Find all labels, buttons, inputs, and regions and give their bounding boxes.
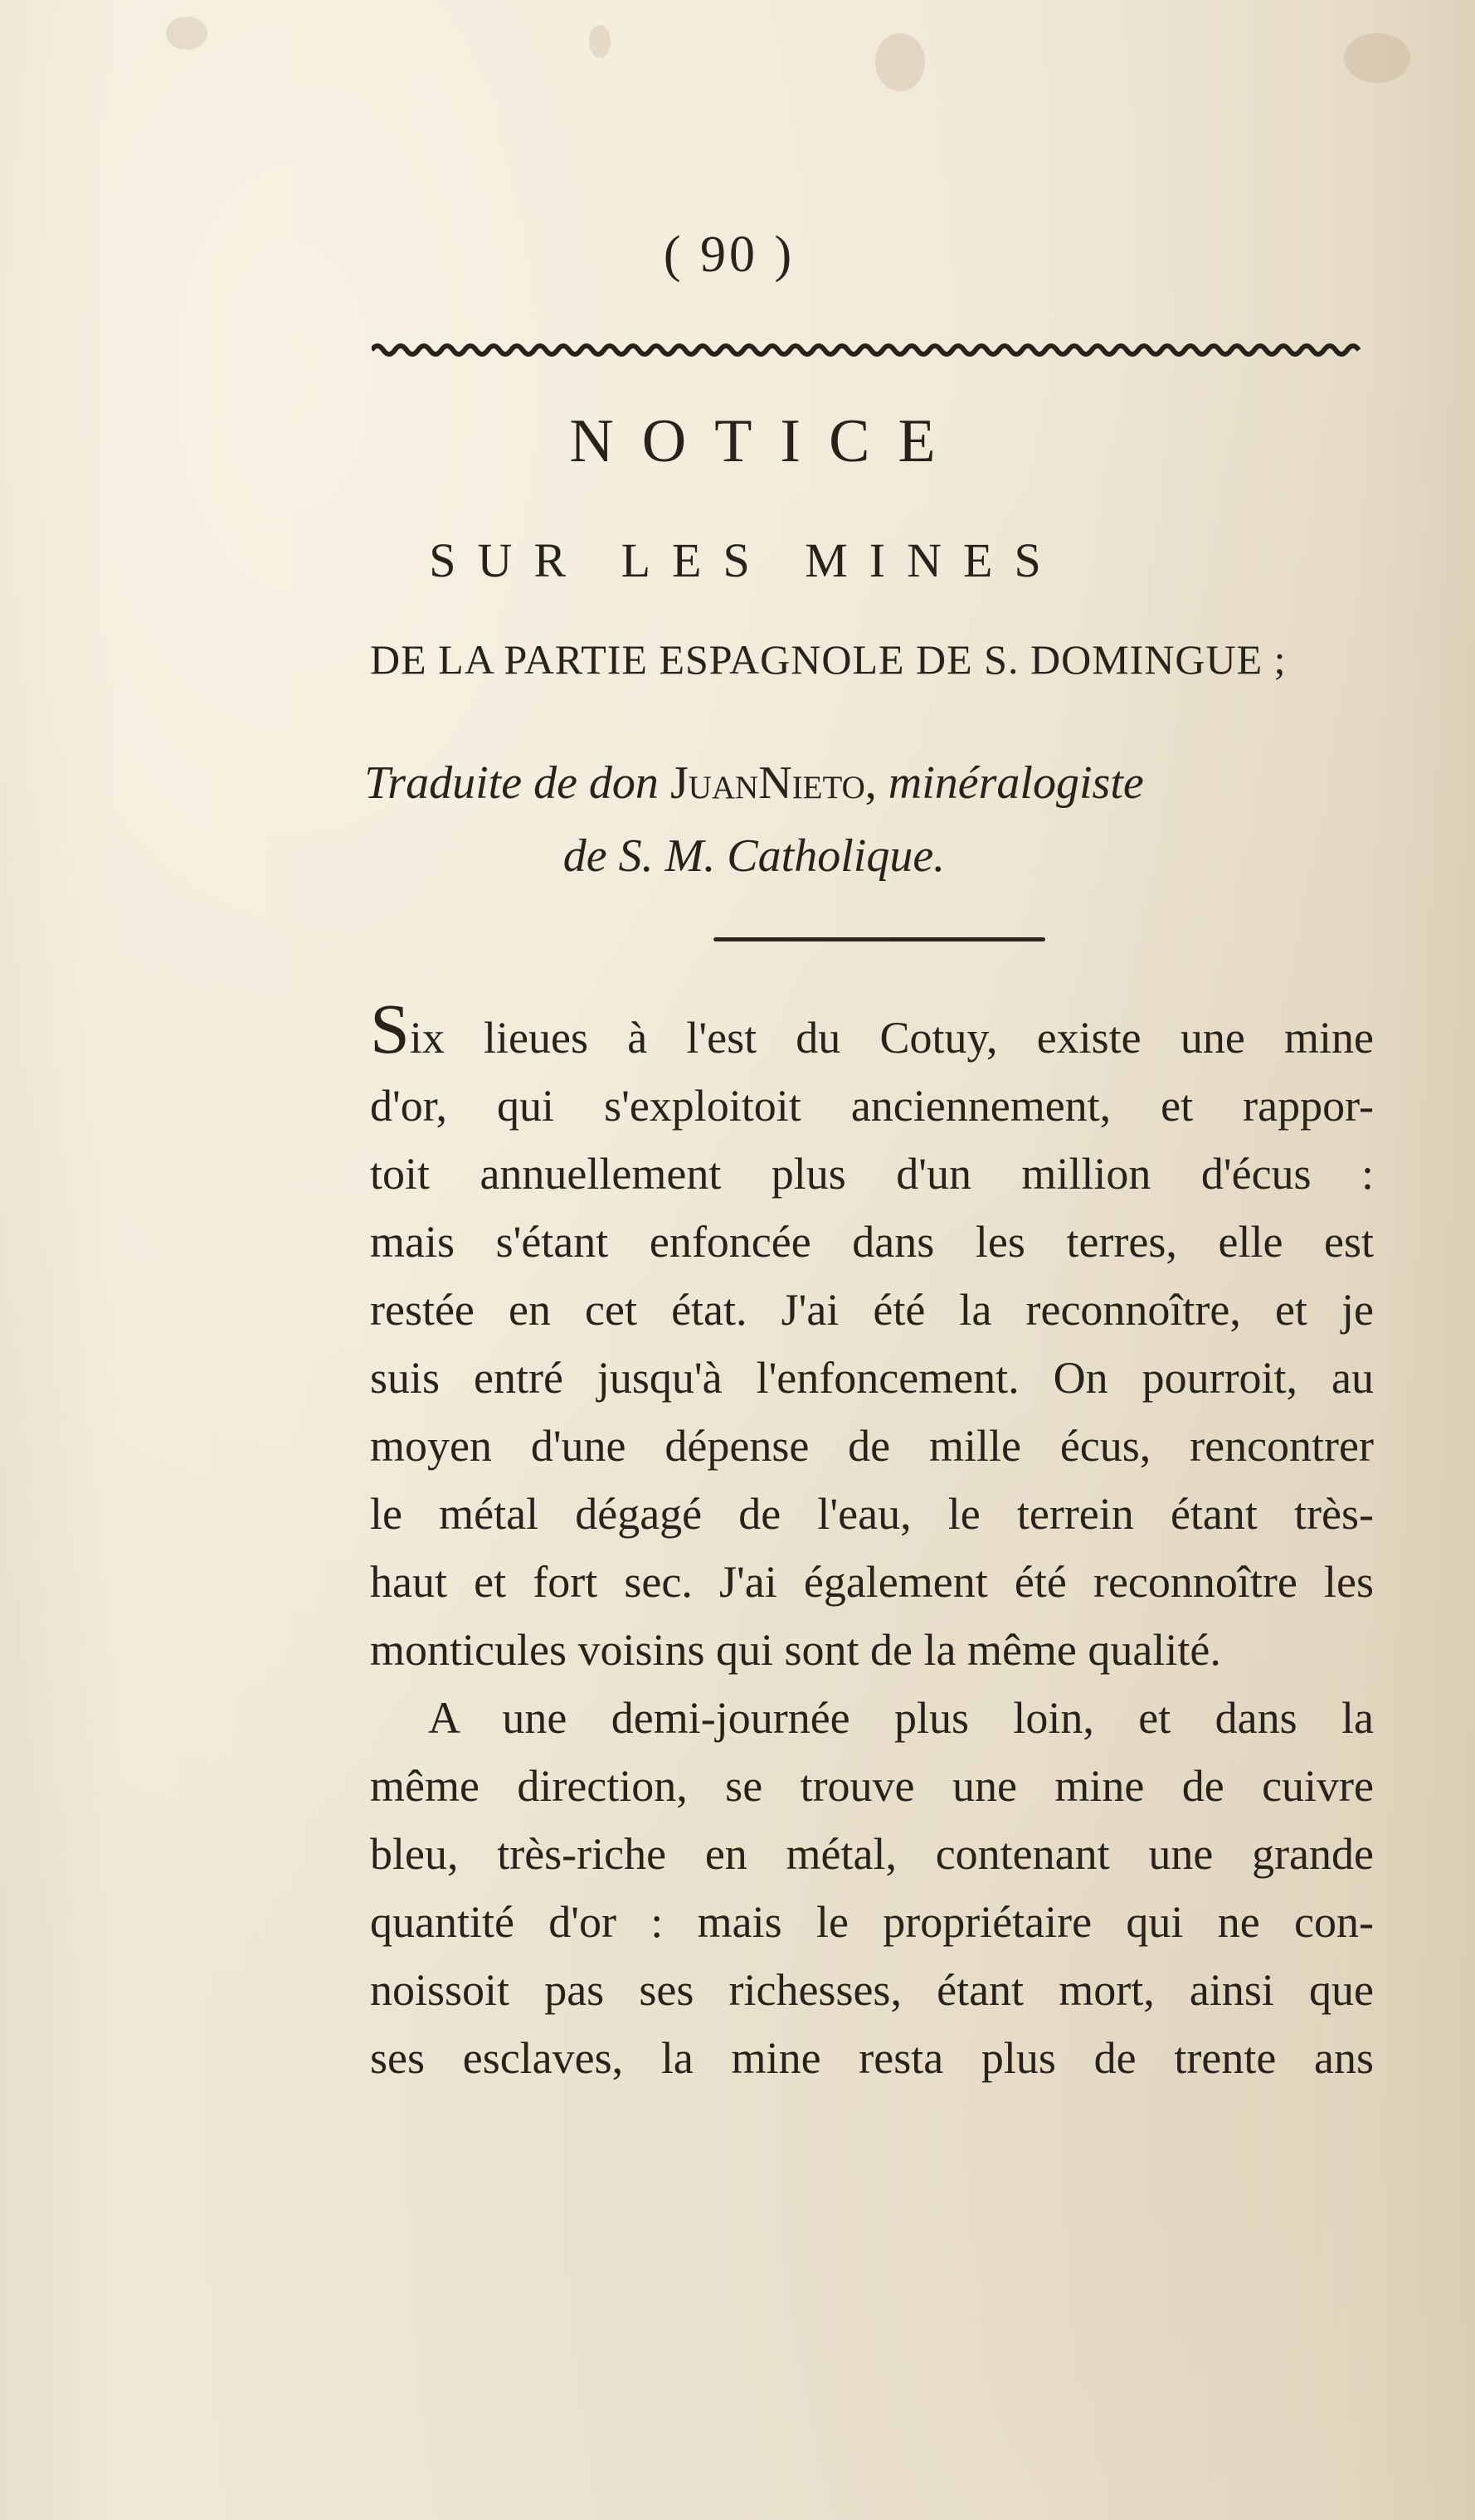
translation-prefix: Traduite de don xyxy=(364,757,670,809)
drop-cap: S xyxy=(370,989,410,1068)
text-line: haut et fort sec. J'ai également été reconnoître les xyxy=(370,1557,1374,1607)
text-line: même direction, se trouve une mine de cuivre xyxy=(370,1761,1374,1811)
page-title: NOTICE xyxy=(569,407,964,475)
text-line: toit annuellement plus d'un million d'écus : xyxy=(370,1149,1374,1199)
text-line: monticules voisins qui sont de la même qualité. xyxy=(370,1625,1221,1675)
paper-stain xyxy=(589,25,611,58)
page-number: ( 90 ) xyxy=(663,226,796,283)
text-line: suis entré jusqu'à l'enfoncement. On pourroit, au xyxy=(370,1353,1374,1403)
translation-credit-line-1 xyxy=(33,747,1475,820)
text-line: le métal dégagé de l'eau, le terrein étant très- xyxy=(370,1489,1374,1539)
text-line: A une demi-journée plus loin, et dans la xyxy=(428,1693,1374,1743)
text-line: ses esclaves, la mine resta plus de trente ans xyxy=(370,2033,1374,2083)
translator-name: JuanNieto, xyxy=(669,757,877,809)
text-line: d'or, qui s'exploitoit anciennement, et rappor- xyxy=(370,1081,1374,1131)
text-line: noissoit pas ses richesses, étant mort, ainsi que xyxy=(370,1965,1374,2015)
text-line: restée en cet état. J'ai été la reconnoître, et je xyxy=(370,1285,1374,1335)
page-subtitle: SUR LES MINES xyxy=(429,533,1063,587)
translation-credit-line-2: de S. M. Catholique. xyxy=(562,830,946,882)
body-text xyxy=(370,989,1374,2092)
paper-stain xyxy=(1344,33,1410,83)
section-divider xyxy=(713,937,1045,941)
text-line: quantité d'or : mais le propriétaire qui ne con- xyxy=(370,1897,1374,1947)
text-line: bleu, très-riche en métal, contenant une grande xyxy=(370,1829,1374,1879)
translator-title: minéralogiste xyxy=(876,757,1144,809)
paper-stain xyxy=(875,33,925,91)
decorative-border-ornament xyxy=(372,340,1364,360)
text-line xyxy=(370,989,1374,1072)
text-line-content: ix lieues à l'est du Cotuy, existe une mine xyxy=(409,1013,1374,1063)
text-line: mais s'étant enfoncée dans les terres, elle est xyxy=(370,1217,1374,1267)
page-subtitle-secondary: DE LA PARTIE ESPAGNOLE DE S. DOMINGUE ; xyxy=(370,636,1287,683)
paper-stain xyxy=(166,17,207,50)
text-line: moyen d'une dépense de mille écus, rencontrer xyxy=(370,1421,1374,1471)
translation-credit xyxy=(0,747,1475,893)
